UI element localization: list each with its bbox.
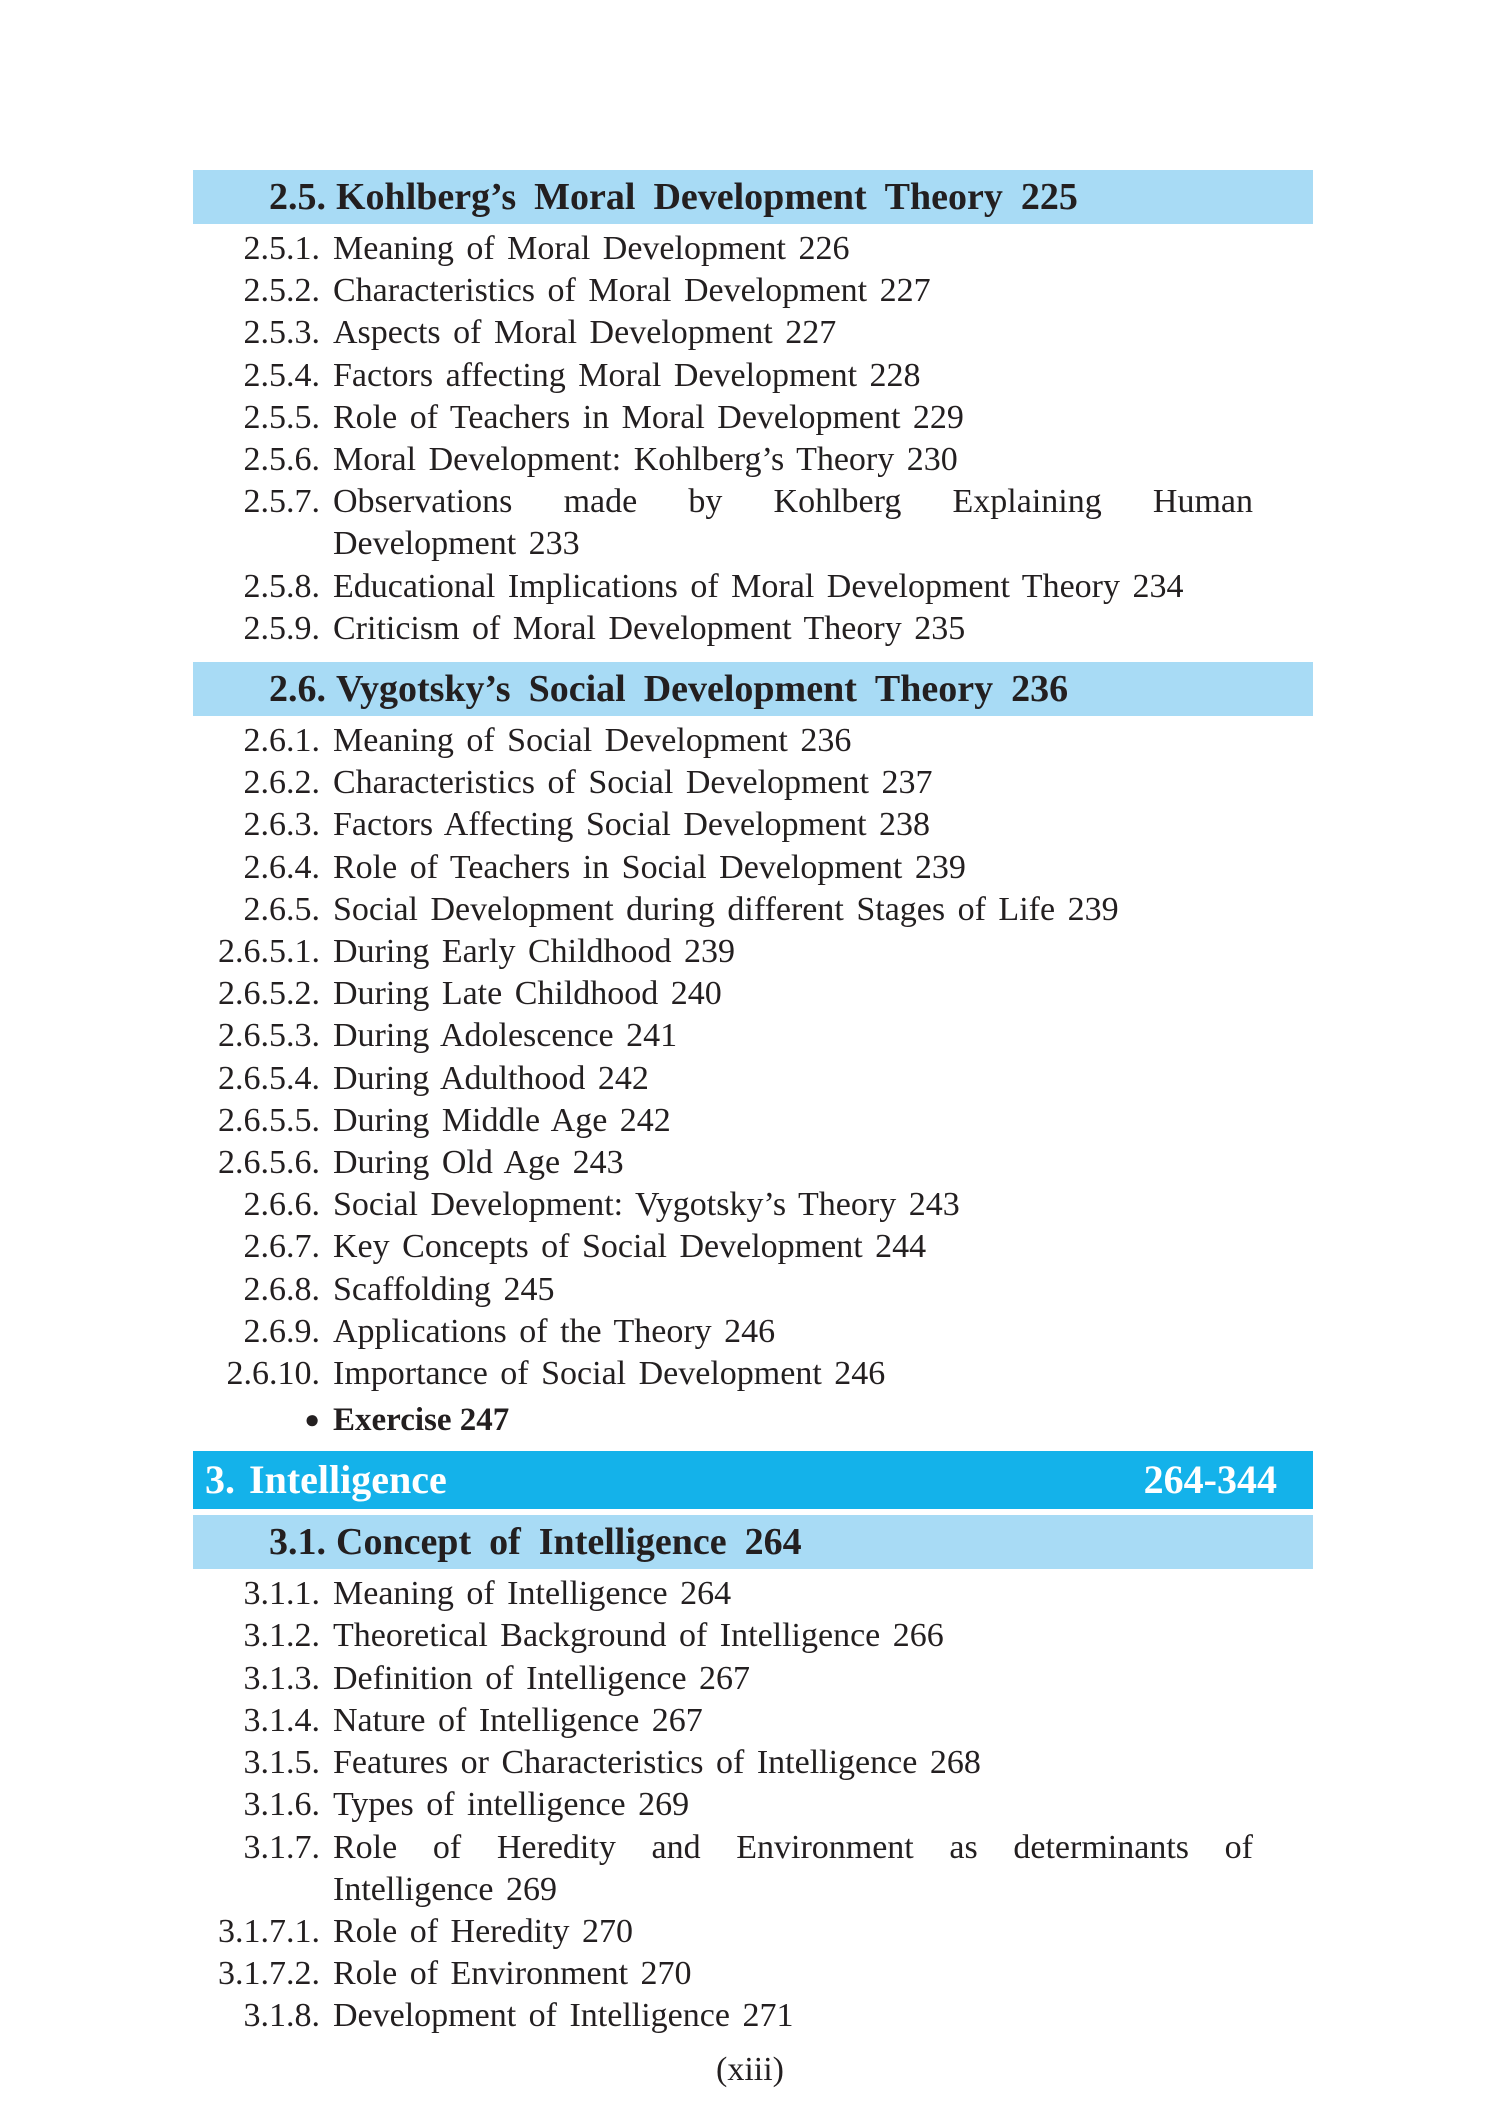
chapter-page-range: 264-344: [1143, 1457, 1277, 1503]
toc-entry[interactable]: [193, 566, 1313, 608]
exercise-label: Exercise 247: [333, 1402, 510, 1439]
toc-entry-number: 2.5.4.: [243, 356, 320, 394]
toc-entry-title: Moral Development: Kohlberg’s Theory 230: [333, 441, 958, 479]
toc-entry-number: 3.1.3.: [243, 1659, 320, 1697]
toc-entry-number: 2.6.5.1.: [218, 933, 320, 971]
toc-entry[interactable]: [193, 1784, 1313, 1826]
toc-entry[interactable]: [193, 1615, 1313, 1657]
toc-entry-title: Role of Heredity 270: [333, 1912, 633, 1950]
toc-entry-number: 2.5.3.: [243, 314, 320, 352]
toc-entry[interactable]: [193, 1995, 1313, 2037]
toc-entry[interactable]: [193, 1658, 1313, 1700]
toc-entry-number: 2.6.10.: [226, 1355, 320, 1393]
toc-entry-title: During Middle Age 242: [333, 1101, 671, 1139]
section-title-word: Theory: [874, 668, 994, 711]
toc-entry[interactable]: [193, 439, 1313, 481]
toc-entry[interactable]: [193, 1827, 1313, 1911]
toc-entry-title: Key Concepts of Social Development 244: [333, 1228, 927, 1266]
toc-entry-title: Role of Heredity and Environment as determinants of Intelligence 269: [333, 1828, 1253, 1908]
section-title-word: Kohlberg’s: [336, 176, 517, 218]
toc-entry[interactable]: [193, 397, 1313, 439]
section-number: 2.6.: [269, 668, 326, 711]
toc-entry-title: Meaning of Moral Development 226: [333, 230, 850, 267]
toc-entry[interactable]: [193, 1058, 1313, 1100]
toc-entry[interactable]: [193, 270, 1313, 312]
toc-entry-title: Educational Implications of Moral Development Theory 234: [333, 567, 1184, 605]
section-title-word: 225: [1020, 176, 1078, 218]
section-title: [336, 662, 1313, 716]
toc-entry-number: 2.6.5.3.: [218, 1017, 320, 1055]
toc-entry-title: During Adolescence 241: [333, 1017, 678, 1055]
toc-entry-title: Social Development: Vygotsky’s Theory 243: [333, 1186, 960, 1224]
section-title-word: Vygotsky’s: [336, 668, 511, 711]
section-title-word: 236: [1011, 668, 1069, 711]
toc-entry-title: Definition of Intelligence 267: [333, 1659, 751, 1697]
section-number: 2.5.: [269, 176, 326, 218]
toc-entry-number: 2.6.5.4.: [218, 1059, 320, 1097]
toc-entry-title: Applications of the Theory 246: [333, 1312, 776, 1350]
toc-entry-title: During Late Childhood 240: [333, 975, 722, 1013]
toc-entry[interactable]: [193, 1100, 1313, 1142]
section-title-word: Intelligence: [538, 1521, 727, 1564]
toc-entry-number: 3.1.1.: [243, 1575, 320, 1613]
toc-entry-title: Factors affecting Moral Development 228: [333, 356, 921, 394]
toc-entry-title: Characteristics of Social Development 237: [333, 764, 933, 802]
section-title-word: Development: [643, 668, 857, 711]
toc-entry-title: Meaning of Intelligence 264: [333, 1575, 732, 1613]
page-number: (xiii): [716, 2051, 784, 2088]
toc-entry-number: 2.6.8.: [243, 1270, 320, 1308]
toc-entry-title: Role of Teachers in Moral Development 229: [333, 398, 964, 436]
table-of-contents: [193, 170, 1313, 2038]
toc-entry-number: 2.6.6.: [243, 1186, 320, 1224]
toc-entry-list: [193, 1573, 1313, 2037]
toc-entry[interactable]: [193, 1353, 1313, 1395]
bullet-icon: ●: [304, 1405, 320, 1435]
chapter-number: 3.: [205, 1457, 235, 1503]
toc-entry[interactable]: [193, 804, 1313, 846]
toc-entry-number: 2.6.7.: [243, 1228, 320, 1266]
toc-entry-number: 2.6.1.: [243, 722, 320, 760]
section-heading[interactable]: [193, 1515, 1313, 1569]
toc-entry-title: Factors Affecting Social Development 238: [333, 806, 931, 844]
toc-entry-number: 2.5.8.: [243, 567, 320, 605]
toc-entry-number: 3.1.7.1.: [218, 1912, 320, 1950]
toc-entry-title: Role of Environment 270: [333, 1955, 692, 1993]
toc-entry-number: 2.5.2.: [243, 272, 320, 310]
toc-entry[interactable]: [193, 1953, 1313, 1995]
toc-entry[interactable]: [193, 1226, 1313, 1268]
toc-entry-title: Aspects of Moral Development 227: [333, 314, 837, 352]
toc-entry[interactable]: [193, 312, 1313, 354]
toc-entry[interactable]: [193, 847, 1313, 889]
section-title: [336, 170, 1313, 224]
toc-entry-title: Features or Characteristics of Intelligence 268: [333, 1744, 981, 1782]
toc-entry-number: 3.1.2.: [243, 1617, 320, 1655]
section-heading[interactable]: [193, 170, 1313, 224]
toc-entry-title: Nature of Intelligence 267: [333, 1701, 703, 1739]
toc-entry-number: 2.6.5.2.: [218, 975, 320, 1013]
section-title-word: of: [489, 1521, 521, 1564]
toc-entry-number: 3.1.5.: [243, 1744, 320, 1782]
toc-entry-number: 2.6.5.5.: [218, 1101, 320, 1139]
toc-entry-number: 2.6.3.: [243, 806, 320, 844]
toc-entry[interactable]: [193, 1573, 1313, 1615]
toc-entry-number: 2.5.1.: [243, 230, 320, 267]
toc-entry-title: Scaffolding 245: [333, 1270, 555, 1308]
toc-entry-number: 2.6.4.: [243, 848, 320, 886]
toc-entry[interactable]: [193, 1184, 1313, 1226]
section-title: [336, 1515, 1313, 1569]
toc-entry-number: 3.1.7.2.: [218, 1955, 320, 1993]
toc-entry-number: 2.6.5.6.: [218, 1144, 320, 1182]
toc-entry[interactable]: [193, 1015, 1313, 1057]
section-gap: [193, 650, 1313, 662]
toc-entry-title: Importance of Social Development 246: [333, 1355, 886, 1393]
exercise-entry[interactable]: [193, 1395, 1313, 1445]
toc-entry-number: 2.5.9.: [243, 609, 320, 647]
toc-entry[interactable]: [193, 762, 1313, 804]
section-heading[interactable]: [193, 662, 1313, 716]
toc-entry-number: 3.1.4.: [243, 1701, 320, 1739]
toc-entry[interactable]: [193, 608, 1313, 650]
chapter-title: Intelligence: [249, 1457, 447, 1503]
section-title-word: Moral: [534, 176, 636, 218]
toc-entry-number: 2.5.7.: [243, 483, 320, 521]
toc-entry-title: Development of Intelligence 271: [333, 1997, 794, 2035]
section-title-word: Concept: [336, 1521, 472, 1564]
toc-entry[interactable]: [193, 228, 1313, 270]
section-title-word: Development: [653, 176, 867, 218]
toc-entry[interactable]: [193, 1269, 1313, 1311]
section-title-word: Theory: [884, 176, 1003, 218]
section-title-word: 264: [744, 1521, 802, 1564]
toc-entry[interactable]: [193, 481, 1313, 565]
toc-entry[interactable]: [193, 973, 1313, 1015]
toc-entry[interactable]: [193, 1700, 1313, 1742]
toc-entry-title: During Early Childhood 239: [333, 933, 736, 971]
toc-entry-list: [193, 720, 1313, 1445]
toc-entry-title: During Old Age 243: [333, 1144, 624, 1182]
toc-entry[interactable]: [193, 720, 1313, 762]
toc-entry-title: Meaning of Social Development 236: [333, 722, 852, 760]
toc-entry-number: 2.5.6.: [243, 441, 320, 479]
chapter-heading[interactable]: [193, 1451, 1313, 1509]
section-number: 3.1.: [269, 1521, 326, 1564]
toc-entry[interactable]: [193, 355, 1313, 397]
toc-entry-title: Theoretical Background of Intelligence 266: [333, 1617, 944, 1655]
toc-entry-number: 3.1.6.: [243, 1786, 320, 1824]
toc-entry-title: Observations made by Kohlberg Explaining Human Development 233: [333, 483, 1253, 563]
toc-entry-title: During Adulthood 242: [333, 1059, 649, 1097]
toc-entry[interactable]: [193, 889, 1313, 931]
toc-entry-number: 2.6.5.: [243, 890, 320, 928]
toc-entry-title: Criticism of Moral Development Theory 235: [333, 609, 966, 647]
toc-entry[interactable]: [193, 1311, 1313, 1353]
toc-entry-title: Social Development during different Stages of Life 239: [333, 890, 1119, 928]
toc-entry-title: Characteristics of Moral Development 227: [333, 272, 931, 310]
toc-entry-title: Types of intelligence 269: [333, 1786, 690, 1824]
toc-entry-title: Role of Teachers in Social Development 239: [333, 848, 966, 886]
toc-entry-list: [193, 228, 1313, 650]
toc-entry-number: 3.1.7.: [243, 1828, 320, 1866]
toc-entry[interactable]: [193, 1742, 1313, 1784]
toc-entry-number: 2.6.9.: [243, 1312, 320, 1350]
toc-entry[interactable]: [193, 1911, 1313, 1953]
section-title-word: Social: [528, 668, 626, 711]
toc-entry-number: 2.5.5.: [243, 398, 320, 436]
toc-entry[interactable]: [193, 1142, 1313, 1184]
toc-entry[interactable]: [193, 931, 1313, 973]
toc-entry-number: 2.6.2.: [243, 764, 320, 802]
toc-entry-number: 3.1.8.: [243, 1997, 320, 2035]
